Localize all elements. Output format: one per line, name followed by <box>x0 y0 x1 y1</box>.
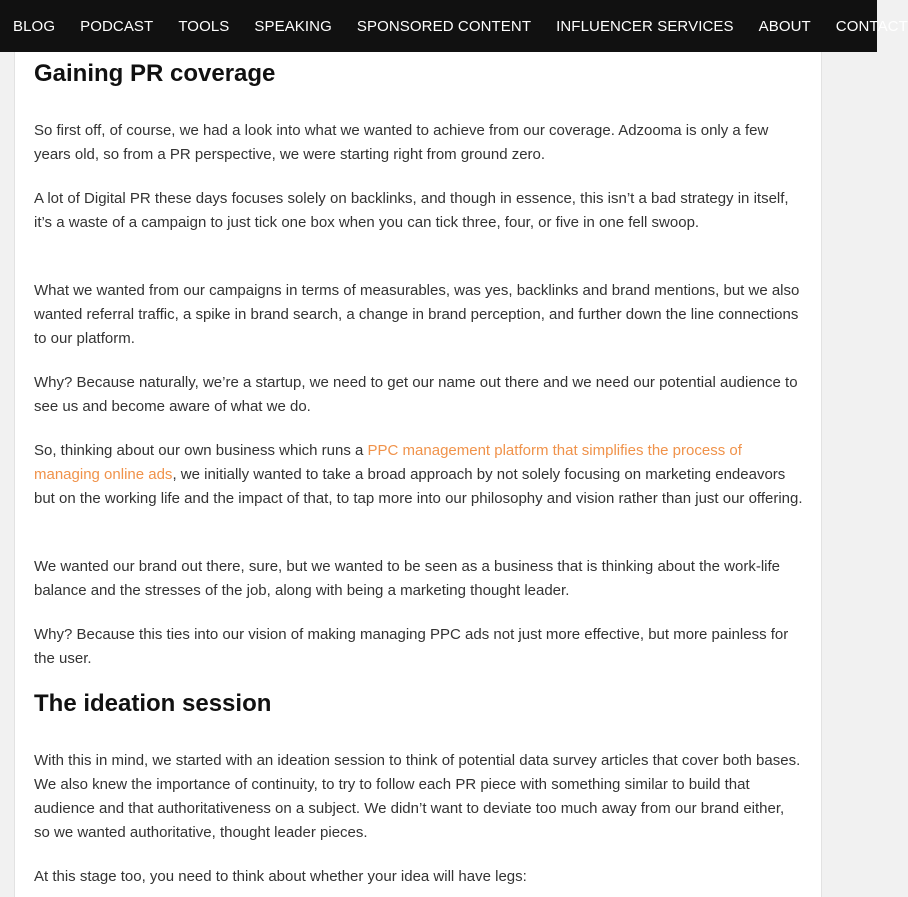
paragraph-3: What we wanted from our campaigns in terms of measurables, was yes, backlinks and brand mentions, but we also wanted referral traffic, a spike in brand search, a change in brand perception, and further down the line connections to our platform. <box>34 282 800 347</box>
article-content <box>14 52 822 897</box>
section-heading-ideation: The ideation session <box>34 690 272 717</box>
section-heading-gaining-pr: Gaining PR coverage <box>34 60 276 87</box>
nav-tools[interactable]: TOOLS <box>178 17 230 35</box>
paragraph-5 <box>34 439 804 511</box>
nav-blog[interactable]: BLOG <box>13 17 56 35</box>
nav-sponsored-content[interactable]: SPONSORED CONTENT <box>356 17 532 35</box>
paragraph-4: Why? Because naturally, we’re a startup, we need to get our name out there and we need our potential audience to see us and become aware of what we do. <box>34 374 798 415</box>
paragraph-7: Why? Because this ties into our vision of making managing PPC ads not just more effective, but more painless for the user. <box>34 626 789 667</box>
ppc-platform-link[interactable]: PPC management platform that simplifies the process of managing online ads <box>34 442 742 483</box>
paragraph-2: A lot of Digital PR these days focuses solely on backlinks, and though in essence, this isn’t a bad strategy in itself, it’s a waste of a campaign to just tick one box when you can tick three, four, or five in one fell swoop. <box>34 190 789 231</box>
nav-about[interactable]: ABOUT <box>758 17 811 35</box>
paragraph-6: We wanted our brand out there, sure, but we wanted to be seen as a business that is thinking about the work-life balance and the stresses of the job, along with being a marketing thought leader. <box>34 558 781 599</box>
paragraph-9: At this stage too, you need to think about whether your idea will have legs: <box>34 868 527 885</box>
paragraph-1: So first off, of course, we had a look into what we wanted to achieve from our coverage. Adzooma is only a few years old, so from a PR perspective, we were starting right from ground zero. <box>34 122 769 163</box>
nav-contact[interactable]: CONTACT <box>835 17 908 35</box>
nav-podcast[interactable]: PODCAST <box>80 17 154 35</box>
paragraph-8: With this in mind, we started with an ideation session to think of potential data survey articles that cover both bases. We also knew the importance of continuity, to try to follow each PR piece with something similar to build that audience and that authoritativeness on a subject. We didn’t want to deviate too much away from our brand either, so we wanted authoritative, thought leader pieces. <box>34 752 801 841</box>
nav-speaking[interactable]: SPEAKING <box>254 17 332 35</box>
top-navigation <box>0 0 908 52</box>
paragraph-5-lead: So, thinking about our own business which runs a <box>34 442 368 459</box>
nav-influencer-services[interactable]: INFLUENCER SERVICES <box>556 17 734 35</box>
paragraph-5-rest: , we initially wanted to take a broad approach by not solely focusing on marketing endeavors but on the working life and the impact of that, to tap more into our philosophy and vision rather than just our offering. <box>34 466 803 507</box>
